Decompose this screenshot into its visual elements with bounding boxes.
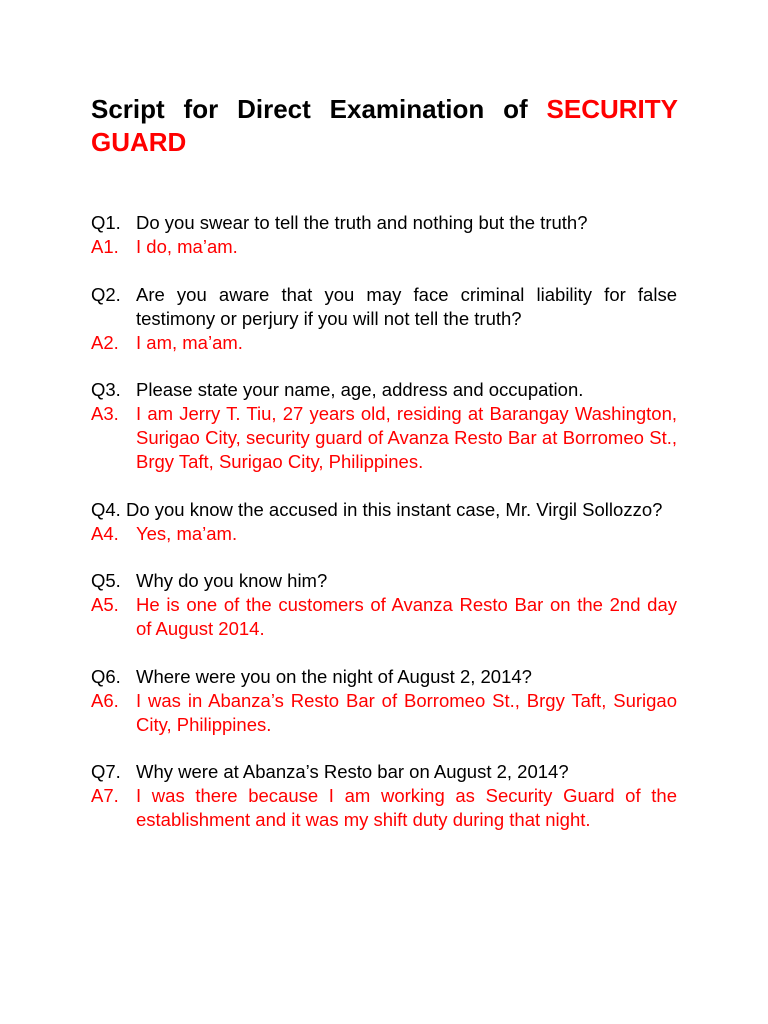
answer-label: A6.	[91, 689, 119, 711]
question-label: Q7.	[91, 761, 121, 782]
question-7	[91, 760, 677, 784]
question-6	[91, 665, 677, 689]
answer-7	[91, 784, 677, 832]
question-1	[91, 211, 677, 235]
answer-label: A3.	[91, 403, 119, 424]
qa-pair-3	[91, 378, 677, 474]
qa-pair-5	[91, 569, 677, 641]
answer-4	[91, 522, 677, 546]
qa-pair-4	[91, 498, 677, 546]
qa-pair-7	[91, 760, 677, 832]
document-title	[91, 93, 678, 159]
answer-text: I was there because I am working as Security Guard of the establishment and it was my shift duty during that night.	[136, 785, 677, 830]
question-text: Where were you on the night of August 2, 2014?	[136, 665, 532, 687]
answer-text: I am, ma’am.	[136, 331, 243, 353]
question-text: Why were at Abanza’s Resto bar on August 2, 2014?	[136, 761, 569, 782]
question-label: Q5.	[91, 570, 121, 591]
question-label: Q4.	[91, 498, 121, 520]
title-emphasis: SECURITY GUARD	[91, 94, 678, 157]
question-2	[91, 283, 677, 331]
question-5	[91, 569, 677, 593]
answer-1	[91, 235, 677, 259]
answer-label: A2.	[91, 331, 119, 353]
answer-text: I do, ma’am.	[136, 236, 238, 257]
answer-2	[91, 331, 677, 355]
question-label: Q6.	[91, 665, 121, 687]
question-text: Do you know the accused in this instant case, Mr. Virgil Sollozzo?	[125, 498, 663, 520]
qa-pair-2	[91, 283, 677, 355]
answer-5	[91, 593, 677, 641]
qa-pair-1	[91, 211, 677, 259]
title-prefix: Script for Direct Examination of	[91, 94, 547, 124]
answer-3	[91, 402, 677, 474]
question-text: Do you swear to tell the truth and nothing but the truth?	[136, 212, 588, 233]
answer-label: A4.	[91, 522, 119, 544]
qa-pair-6	[91, 665, 677, 737]
answer-text: He is one of the customers of Avanza Resto Bar on the 2nd day of August 2014.	[136, 594, 677, 639]
question-4	[91, 498, 677, 522]
question-label: Q3.	[91, 379, 121, 400]
answer-text: I was in Abanza’s Resto Bar of Borromeo St., Brgy Taft, Surigao City, Philippines.	[136, 689, 677, 735]
answer-label: A1.	[91, 236, 119, 257]
answer-6	[91, 689, 677, 737]
question-text: Please state your name, age, address and occupation.	[136, 379, 584, 400]
question-label: Q2.	[91, 283, 121, 305]
answer-text: I am Jerry T. Tiu, 27 years old, residing at Barangay Washington, Surigao City, security guard of Avanza Resto Bar at Borromeo St., Brgy Taft, Surigao City, Philippines.	[136, 403, 677, 472]
question-label: Q1.	[91, 212, 121, 233]
question-text: Are you aware that you may face criminal liability for false testimony or perjury if you will not tell the truth?	[136, 283, 677, 329]
question-3	[91, 378, 677, 402]
answer-text: Yes, ma’am.	[136, 522, 238, 544]
answer-label: A5.	[91, 594, 119, 615]
answer-label: A7.	[91, 785, 119, 806]
qa-list	[91, 211, 677, 856]
question-text: Why do you know him?	[136, 570, 328, 591]
